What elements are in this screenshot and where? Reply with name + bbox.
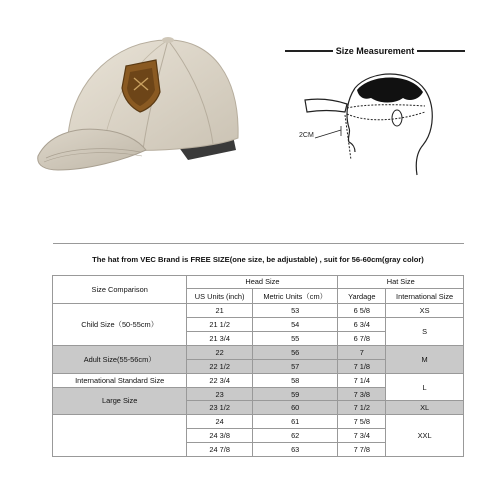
intl-size-m: M [386,346,464,374]
yardage-cell: 7 [338,346,386,360]
hat-size-header: Hat Size [338,275,464,289]
us-cell: 21 3/4 [187,332,253,346]
us-cell: 22 3/4 [187,373,253,387]
yardage-cell: 7 1/4 [338,373,386,387]
metric-cell: 61 [252,415,338,429]
metric-cell: 63 [252,443,338,457]
us-cell: 23 [187,387,253,401]
intl-size-xl: XL [386,401,464,415]
table-row [53,415,464,429]
us-cell: 24 [187,415,253,429]
table-row [53,346,464,360]
table-row [53,304,464,318]
unlabeled-group [53,415,187,457]
size-measurement-title: Size Measurement [335,46,415,56]
metric-cell: 54 [252,318,338,332]
two-cm-label: 2CM [299,132,314,139]
international-size-header: International Size [386,289,464,304]
yardage-cell: 7 3/4 [338,429,386,443]
metric-cell: 57 [252,359,338,373]
us-cell: 22 1/2 [187,359,253,373]
intl-size-s: S [386,318,464,346]
size-measurement-panel [285,38,465,188]
large-size-group: Large Size [53,387,187,415]
us-cell: 21 [187,304,253,318]
metric-cell: 62 [252,429,338,443]
title-divider-right [417,50,465,52]
yardage-cell: 6 5/8 [338,304,386,318]
yardage-cell: 7 1/8 [338,359,386,373]
metric-cell: 55 [252,332,338,346]
international-standard-group: International Standard Size [53,373,187,387]
size-comparison-header: Size Comparison [53,275,187,304]
us-units-header: US Units (inch) [187,289,253,304]
yardage-cell: 7 3/8 [338,387,386,401]
yardage-cell: 6 7/8 [338,332,386,346]
metric-cell: 59 [252,387,338,401]
table-headline-row [53,244,464,276]
free-size-headline: The hat from VEC Brand is FREE SIZE(one size, be adjustable) , suit for 56-60cm(gray color) [53,244,464,276]
intl-size-xs: XS [386,304,464,318]
yardage-cell: 7 5/8 [338,415,386,429]
metric-units-header: Metric Units（cm） [252,289,338,304]
intl-size-l: L [386,373,464,401]
adult-size-group: Adult Size(55-56cm） [53,346,187,374]
us-cell: 23 1/2 [187,401,253,415]
metric-cell: 60 [252,401,338,415]
metric-cell: 58 [252,373,338,387]
head-size-header: Head Size [187,275,338,289]
table-row [53,373,464,387]
metric-cell: 56 [252,346,338,360]
child-size-group: Child Size（50-55cm） [53,304,187,346]
us-cell: 21 1/2 [187,318,253,332]
baseball-cap-illustration [28,18,258,183]
yardage-header: Yardage [338,289,386,304]
us-cell: 22 [187,346,253,360]
size-chart-table [52,243,464,457]
metric-cell: 53 [252,304,338,318]
yardage-cell: 6 3/4 [338,318,386,332]
yardage-cell: 7 7/8 [338,443,386,457]
us-cell: 24 3/8 [187,429,253,443]
table-header-row-1 [53,275,464,289]
us-cell: 24 7/8 [187,443,253,457]
intl-size-xxl: XXL [386,415,464,457]
yardage-cell: 7 1/2 [338,401,386,415]
head-measurement-diagram [285,60,465,185]
cap-product-image [28,18,258,183]
